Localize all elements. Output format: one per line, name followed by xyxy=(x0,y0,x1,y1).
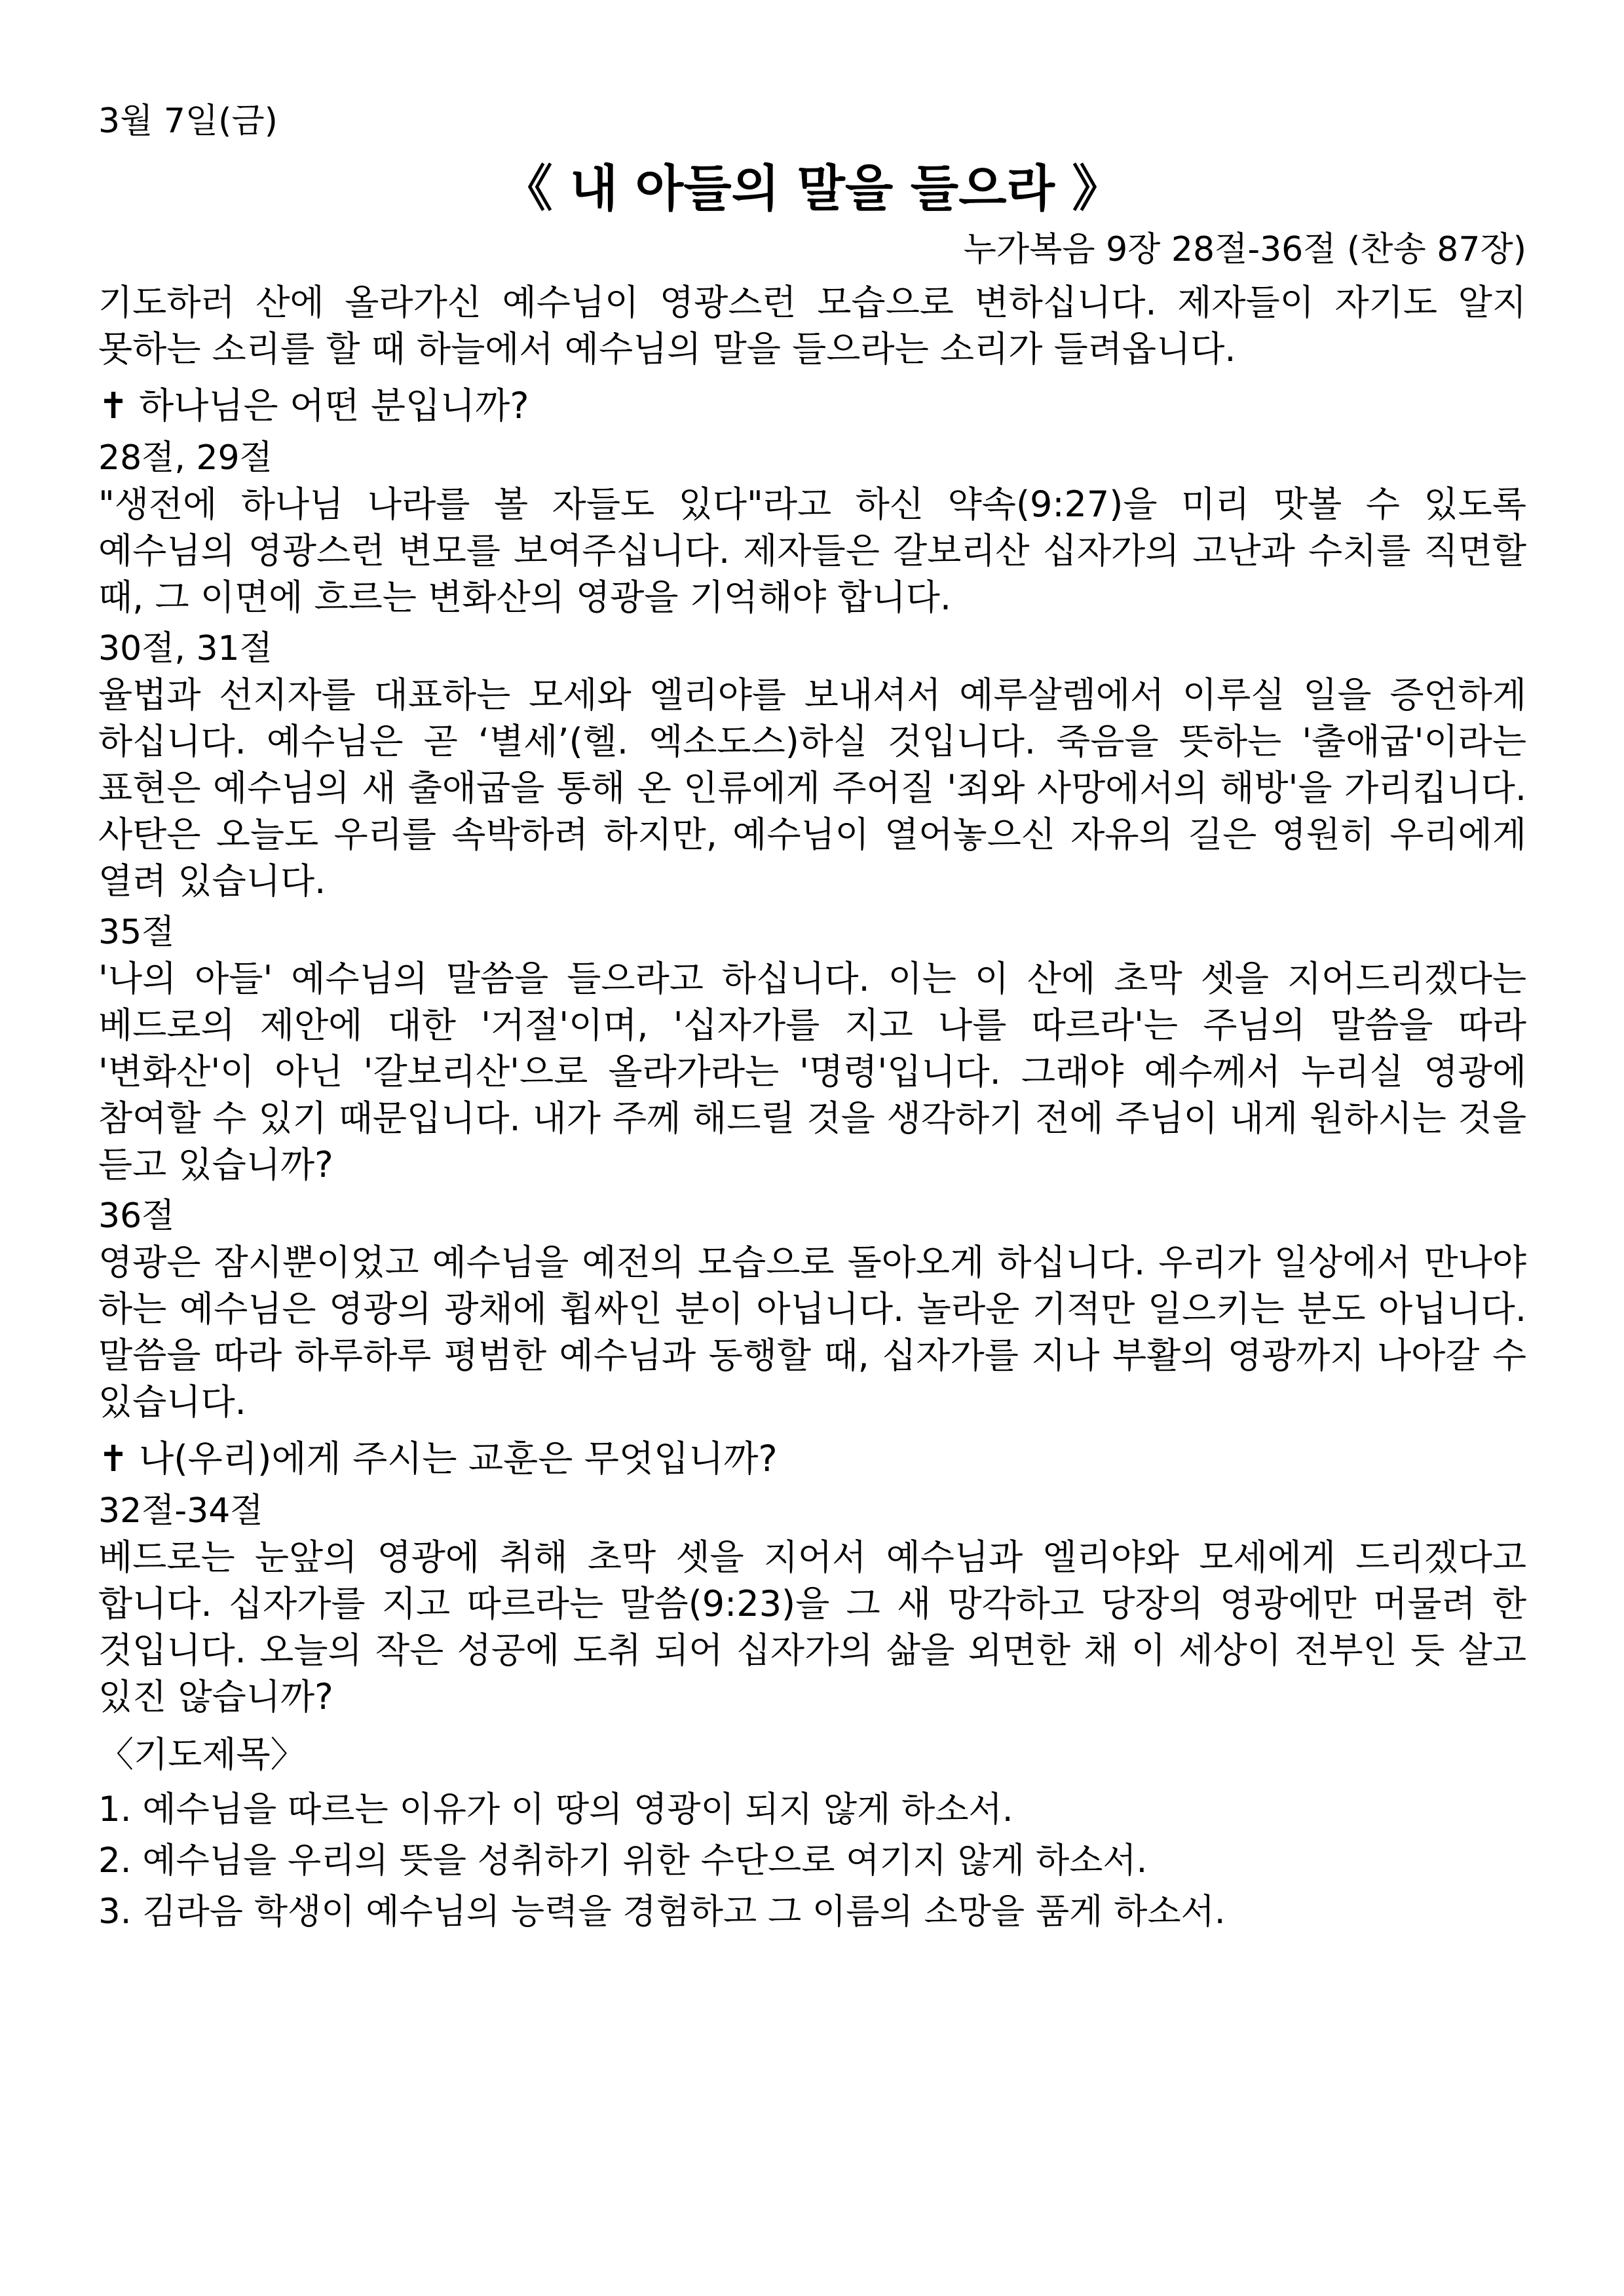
verse-label: 28절, 29절 xyxy=(98,438,273,478)
cross-icon: ✝ xyxy=(98,385,129,427)
prayer-item: 3. 김라음 학생이 예수님의 능력을 경험하고 그 이름의 소망을 품게 하소서. xyxy=(98,1892,1226,1932)
prayer-title: 〈기도제목〉 xyxy=(98,1734,306,1775)
prayer-item: 1. 예수님을 따르는 이유가 이 땅의 영광이 되지 않게 하소서. xyxy=(98,1789,1013,1829)
section-heading-2 xyxy=(98,1434,1526,1483)
scripture-reference: 누가복음 9장 28절-36절 (찬송 87장) xyxy=(963,230,1526,269)
section-heading-1 xyxy=(98,381,1526,430)
section-heading-text: 하나님은 어떤 분입니까? xyxy=(139,385,529,427)
verse-label: 36절 xyxy=(98,1196,175,1236)
verse-label: 30절, 31절 xyxy=(98,629,273,668)
verse-label: 35절 xyxy=(98,913,175,952)
verse-paragraph: 영광은 잠시뿐이었고 예수님을 예전의 모습으로 돌아오게 하십니다. 우리가 일상에서 만나야 하는 예수님은 영광의 광채에 휩싸인 분이 아닙니다. 놀라운 기적만 일으키는 분도 아닙니다. 말씀을 따라 하루하루 평범한 예수님과 동행할 때, 십자가를 지나 부활의 영광까지 나아갈 수 있습니다. xyxy=(98,1242,1526,1423)
date-label: 3월 7일(금) xyxy=(98,102,278,141)
cross-icon: ✝ xyxy=(98,1438,129,1480)
devotional-page xyxy=(98,98,1526,1939)
verse-paragraph: "생전에 하나님 나라를 볼 자들도 있다"라고 하신 약속(9:27)을 미리 맛볼 수 있도록 예수님의 영광스런 변모를 보여주십니다. 제자들은 갈보리산 십자가의 고난과 수치를 직면할 때, 그 이면에 흐르는 변화산의 영광을 기억해야 합니다. xyxy=(98,484,1526,618)
section-heading-text: 나(우리)에게 주시는 교훈은 무엇입니까? xyxy=(139,1438,778,1480)
verse-label: 32절-34절 xyxy=(98,1491,263,1531)
intro-paragraph: 기도하러 산에 올라가신 예수님이 영광스런 모습으로 변하십니다. 제자들이 자기도 알지 못하는 소리를 할 때 하늘에서 예수님의 말을 들으라는 소리가 들려옵니다. xyxy=(98,282,1526,370)
verse-paragraph: '나의 아들' 예수님의 말씀을 들으라고 하십니다. 이는 이 산에 초막 셋을 지어드리겠다는 베드로의 제안에 대한 '거절'이며, '십자가를 지고 나를 따르라'는 주님의 말씀을 따라 '변화산'이 아닌 '갈보리산'으로 올라가라는 '명령'입니다. 그래야 예수께서 누리실 영광에 참여할 수 있기 때문입니다. 내가 주께 해드릴 것을 생각하기 전에 주님이 내게 원하시는 것을 듣고 있습니까? xyxy=(98,958,1526,1185)
prayer-list xyxy=(98,1786,1526,1936)
prayer-item: 2. 예수님을 우리의 뜻을 성취하기 위한 수단으로 여기지 않게 하소서. xyxy=(98,1841,1148,1881)
page-title: 《 내 아들의 말을 들으라 》 xyxy=(502,159,1122,218)
verse-paragraph: 율법과 선지자를 대표하는 모세와 엘리야를 보내셔서 예루살렘에서 이루실 일을 증언하게 하십니다. 예수님은 곧 ‘별세’(헬. 엑소도스)하실 것입니다. 죽음을 뜻하는 '출애굽'이라는 표현은 예수님의 새 출애굽을 통해 온 인류에게 주어질 '죄와 사망에서의 해방'을 가리킵니다. 사탄은 오늘도 우리를 속박하려 하지만, 예수님이 열어놓으신 자유의 길은 영원히 우리에게 열려 있습니다. xyxy=(98,674,1526,902)
verse-paragraph: 베드로는 눈앞의 영광에 취해 초막 셋을 지어서 예수님과 엘리야와 모세에게 드리겠다고 합니다. 십자가를 지고 따르라는 말씀(9:23)을 그 새 망각하고 당장의 영광에만 머물려 한 것입니다. 오늘의 작은 성공에 도취 되어 십자가의 삶을 외면한 채 이 세상이 전부인 듯 살고 있진 않습니까? xyxy=(98,1537,1526,1717)
